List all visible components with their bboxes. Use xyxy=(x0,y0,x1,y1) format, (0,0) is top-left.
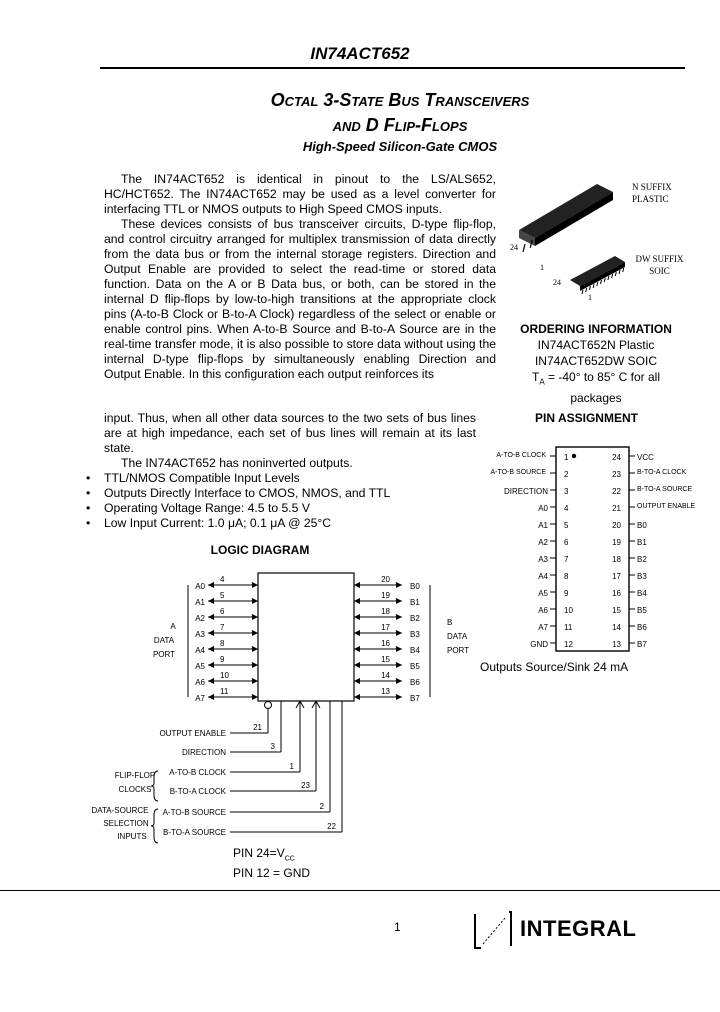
b-pin-number: 19 xyxy=(381,591,390,600)
b-pin-arrow-out xyxy=(396,582,402,588)
description-block xyxy=(104,172,496,382)
a-pin-arrow-in xyxy=(252,614,258,620)
pin-number-left: 10 xyxy=(564,606,573,615)
a-pin-name: A5 xyxy=(195,662,205,671)
pin-number-left: 1 xyxy=(564,453,569,462)
page-header-part-number: IN74ACT652 xyxy=(310,44,410,63)
control-name: B-TO-A CLOCK xyxy=(169,787,226,796)
b-pin-name: B3 xyxy=(410,630,420,639)
dip-package-image xyxy=(519,184,613,252)
pin-name-left: A5 xyxy=(538,589,548,598)
a-port-label-3: PORT xyxy=(152,650,176,659)
pin-number-left: 6 xyxy=(564,538,569,547)
integral-logo-icon xyxy=(473,910,513,950)
n-suffix-label: N SUFFIX PLASTIC xyxy=(632,182,672,204)
a-pin-name: A7 xyxy=(195,694,205,703)
feature-item: • Outputs Directly Interface to CMOS, NMOS, and TTL xyxy=(86,486,391,500)
control-number: 1 xyxy=(289,762,294,771)
document-subtitle: High-Speed Silicon-Gate CMOS xyxy=(302,139,498,154)
pin-number-right: 17 xyxy=(612,572,621,581)
ordering-packages: packages xyxy=(570,391,622,406)
pin-name-left: A-TO-B CLOCK xyxy=(496,452,546,459)
pin-name-right: B2 xyxy=(637,555,647,564)
b-pin-name: B7 xyxy=(410,694,420,703)
integral-logo xyxy=(473,910,513,950)
source-label-3: INPUTS xyxy=(117,832,147,841)
soic-pin24-label: 24 xyxy=(553,278,561,287)
source-label-1: DATA-SOURCE xyxy=(91,806,149,815)
pin-number-right: 21 xyxy=(612,504,621,513)
pin-number-left: 12 xyxy=(564,640,573,649)
a-pin-number: 4 xyxy=(220,575,225,584)
pin-number-right: 19 xyxy=(612,538,621,547)
pin-name-left: A7 xyxy=(538,623,548,632)
soic-pin1-label: 1 xyxy=(588,293,592,302)
control-number: 3 xyxy=(270,742,275,751)
pin-name-left: A3 xyxy=(538,555,548,564)
feature-item: • Operating Voltage Range: 4.5 to 5.5 V xyxy=(86,501,310,515)
pin-number-left: 11 xyxy=(564,623,573,632)
b-pin-name: B2 xyxy=(410,614,420,623)
pin-name-left: A6 xyxy=(538,606,548,615)
package-illustration xyxy=(505,170,705,305)
b-pin-arrow-out xyxy=(396,630,402,636)
a-pin-arrow-in xyxy=(252,646,258,652)
pin-number-right: 18 xyxy=(612,555,621,564)
pin-number-right: 15 xyxy=(612,606,621,615)
pin-number-right: 20 xyxy=(612,521,621,530)
feature-item: • Low Input Current: 1.0 μA; 0.1 μA @ 25°C xyxy=(86,516,332,530)
b-pin-name: B6 xyxy=(410,678,420,687)
a-pin-arrow xyxy=(208,582,214,588)
a-pin-number: 10 xyxy=(220,671,229,680)
pin-name-right: B3 xyxy=(637,572,647,581)
a-pin-arrow xyxy=(208,614,214,620)
control-name: DIRECTION xyxy=(182,748,226,757)
a-pin-arrow-in xyxy=(252,694,258,700)
source-brace xyxy=(151,809,158,843)
b-pin-arrow-out xyxy=(396,598,402,604)
control-name: B-TO-A SOURCE xyxy=(163,828,226,837)
pin-name-right: B-TO-A SOURCE xyxy=(637,486,693,493)
pin-number-left: 5 xyxy=(564,521,569,530)
soic-package-image xyxy=(570,256,625,294)
b-pin-arrow xyxy=(354,598,360,604)
control-name: A-TO-B CLOCK xyxy=(169,768,226,777)
a-pin-name: A4 xyxy=(195,646,205,655)
pin-number-right: 22 xyxy=(612,487,621,496)
pin12-note: PIN 12 = GND xyxy=(233,866,311,881)
b-pin-arrow xyxy=(354,678,360,684)
pin-number-right: 24 xyxy=(612,453,621,462)
b-pin-name: B4 xyxy=(410,646,420,655)
a-pin-arrow xyxy=(208,598,214,604)
control-name: A-TO-B SOURCE xyxy=(162,808,226,817)
ordering-temperature: $T_A = -40^\circ$ to 85° C for all xyxy=(531,370,660,387)
feature-item: • TTL/NMOS Compatible Input Levels xyxy=(86,471,300,485)
b-pin-arrow-out xyxy=(396,614,402,620)
a-pin-number: 6 xyxy=(220,607,225,616)
inversion-bubble xyxy=(265,702,272,709)
b-pin-arrow-out xyxy=(396,662,402,668)
dip-pin1-label: 1 xyxy=(540,263,544,272)
b-port-label-2: DATA xyxy=(447,632,468,641)
a-pin-arrow-in xyxy=(252,662,258,668)
a-pin-name: A2 xyxy=(195,614,205,623)
a-pin-arrow xyxy=(208,646,214,652)
page-number: 1 xyxy=(394,920,401,934)
a-pin-name: A6 xyxy=(195,678,205,687)
pin-number-left: 9 xyxy=(564,589,569,598)
pin-number-right: 23 xyxy=(612,470,621,479)
b-pin-arrow xyxy=(354,582,360,588)
b-pin-arrow xyxy=(354,694,360,700)
b-pin-arrow xyxy=(354,646,360,652)
pin-number-right: 13 xyxy=(612,640,621,649)
pin-name-right: B0 xyxy=(637,521,647,530)
pin-assignment-heading: PIN ASSIGNMENT xyxy=(535,411,638,425)
pin-name-left: A0 xyxy=(538,504,548,513)
pin1-marker xyxy=(572,454,576,458)
a-port-label-1: A xyxy=(170,622,176,631)
b-pin-number: 18 xyxy=(381,607,390,616)
description-paragraph-1: The IN74ACT652 is identical in pinout to the LS/ALS652, HC/HCT652. The IN74ACT652 may be used as a level converter for interfacing TTL or NMOS outputs to High Speed CMOS inputs. xyxy=(104,172,496,216)
pin-number-left: 4 xyxy=(564,504,569,513)
pin-name-right: B1 xyxy=(637,538,647,547)
a-pin-number: 5 xyxy=(220,591,225,600)
description-paragraph-3: input. Thus, when all other data sources to the two sets of bus lines are at high impedance, each set of bus lines will remain at its last state. xyxy=(104,411,476,455)
b-pin-name: B1 xyxy=(410,598,420,607)
header-rule xyxy=(100,67,685,69)
a-pin-arrow xyxy=(208,678,214,684)
a-pin-number: 7 xyxy=(220,623,225,632)
logic-block xyxy=(258,573,354,701)
a-pin-arrow xyxy=(208,662,214,668)
b-port-label-3: PORT xyxy=(447,646,470,655)
source-label-2: SELECTION xyxy=(103,819,149,828)
pin-notes xyxy=(233,846,310,880)
a-pin-number: 9 xyxy=(220,655,225,664)
pin-name-left: A-TO-B SOURCE xyxy=(490,469,546,476)
document-title-line1: Octal 3-State Bus Transceivers xyxy=(270,90,530,110)
pin-name-left: DIRECTION xyxy=(504,487,548,496)
pin-name-right: B-TO-A CLOCK xyxy=(637,469,687,476)
pin-name-left: A1 xyxy=(538,521,548,530)
feature-list xyxy=(86,471,486,531)
a-pin-name: A1 xyxy=(195,598,205,607)
pin-name-right: VCC xyxy=(637,453,654,462)
control-number: 2 xyxy=(319,802,324,811)
pin-name-right: B5 xyxy=(637,606,647,615)
b-pin-arrow-out xyxy=(396,646,402,652)
pin24-note: PIN $24=V_{CC}$ xyxy=(233,846,295,863)
pin-assignment-footer: Outputs Source/Sink 24 mA xyxy=(480,660,629,674)
ordering-line-soic: IN74ACT652DW SOIC xyxy=(534,354,658,368)
flipflop-label-1: FLIP-FLOP xyxy=(114,771,156,780)
a-pin-arrow-in xyxy=(252,582,258,588)
pin-number-left: 3 xyxy=(564,487,569,496)
b-pin-number: 14 xyxy=(381,671,390,680)
dip-pin24-label: 24 xyxy=(510,243,518,252)
a-pin-arrow-in xyxy=(252,598,258,604)
b-pin-number: 13 xyxy=(381,687,390,696)
pin-name-right: B7 xyxy=(637,640,647,649)
b-pin-number: 20 xyxy=(381,575,390,584)
a-pin-name: A0 xyxy=(195,582,205,591)
a-pin-number: 11 xyxy=(220,687,229,696)
pin-number-left: 8 xyxy=(564,572,569,581)
a-pin-arrow-in xyxy=(252,678,258,684)
b-pin-arrow-out xyxy=(396,678,402,684)
control-number: 21 xyxy=(253,723,262,732)
logic-diagram xyxy=(80,565,500,850)
pin-name-left: A2 xyxy=(538,538,548,547)
document-title-line2: and D Flip-Flops xyxy=(332,115,468,135)
a-pin-name: A3 xyxy=(195,630,205,639)
control-number: 23 xyxy=(301,781,310,790)
dw-suffix-label: DW SUFFIX SOIC xyxy=(635,254,684,276)
logic-diagram-heading: LOGIC DIAGRAM xyxy=(210,543,310,557)
b-pin-arrow xyxy=(354,630,360,636)
b-port-label-1: B xyxy=(447,618,453,627)
description-paragraph-2: These devices consists of bus transceiver circuits, D-type flip-flop, and control circuitry arranged for multiplex transmission of data directly from the data bus or from the internal storage registers. Direction and Output Enable are provided to select the read-time or stored data function. Data on the A or B Data bus, or both, can be stored in the internal D flip-flops by low-to-high transitions at the appropriate clock pins (A-to-B Clock or B-to-A Clock) regardless of the select or enable or enable control pins. When A-to-B Source and B-to-A Source are in the real-time transfer mode, it is also possible to store data without using the internal D-type flip-flops by simultaneously enabling Direction and Output Enable. In this configuration each output reinforces its xyxy=(104,217,496,381)
a-port-label-2: DATA xyxy=(153,636,175,645)
pin-number-left: 7 xyxy=(564,555,569,564)
b-pin-name: B0 xyxy=(410,582,420,591)
pin-number-right: 14 xyxy=(612,623,621,632)
pin-number-right: 16 xyxy=(612,589,621,598)
pin-number-left: 2 xyxy=(564,470,569,479)
b-pin-arrow xyxy=(354,662,360,668)
a-pin-arrow xyxy=(208,694,214,700)
footer-rule xyxy=(0,890,720,891)
b-pin-name: B5 xyxy=(410,662,420,671)
a-pin-arrow xyxy=(208,630,214,636)
a-pin-number: 8 xyxy=(220,639,225,648)
description-continuation xyxy=(104,411,476,471)
ordering-heading: ORDERING INFORMATION xyxy=(520,322,672,336)
pin-name-left: A4 xyxy=(538,572,548,581)
control-name: OUTPUT ENABLE xyxy=(159,729,226,738)
pin-name-right: B6 xyxy=(637,623,647,632)
b-pin-number: 17 xyxy=(381,623,390,632)
pin-name-right: B4 xyxy=(637,589,647,598)
ordering-information xyxy=(505,321,687,406)
control-number: 22 xyxy=(327,822,336,831)
pin-assignment-diagram xyxy=(480,444,700,659)
flipflop-label-2: CLOCKS xyxy=(118,785,152,794)
b-pin-number: 15 xyxy=(381,655,390,664)
pin-name-right: OUTPUT ENABLE xyxy=(637,503,696,510)
brand-name: INTEGRAL xyxy=(520,916,637,941)
pin-name-left: GND xyxy=(530,640,548,649)
ordering-line-plastic: IN74ACT652N Plastic xyxy=(537,338,655,352)
b-pin-number: 16 xyxy=(381,639,390,648)
a-pin-arrow-in xyxy=(252,630,258,636)
b-pin-arrow-out xyxy=(396,694,402,700)
b-pin-arrow xyxy=(354,614,360,620)
description-paragraph-4: The IN74ACT652 has noninverted outputs. xyxy=(121,456,353,470)
